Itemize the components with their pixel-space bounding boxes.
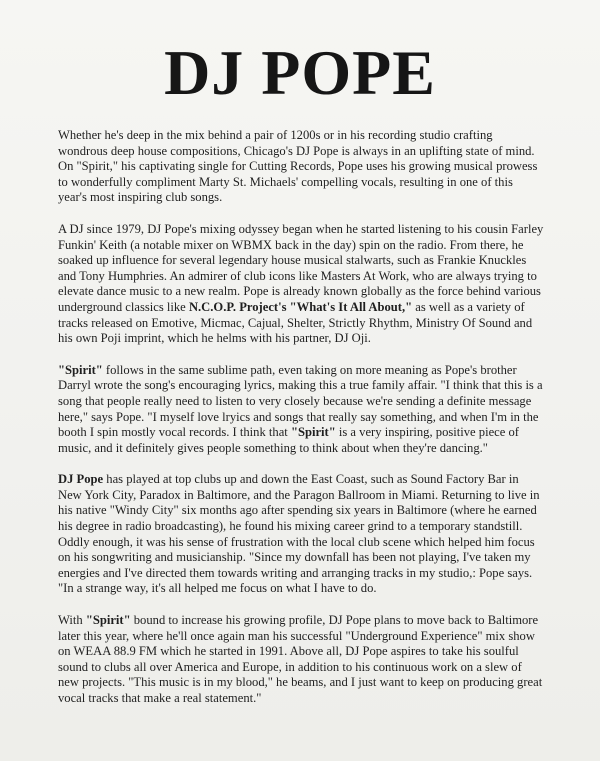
paragraph-clubs-bold: DJ Pope (58, 472, 104, 487)
paragraph-history-text-b: as well as a variety of tracks released on Emotive, Micmac, Cajual, Shelter, Strictly Rhythm, Ministry Of Sound and his own Poji imprint, which he helms with his partner, DJ Oji. (58, 299, 533, 346)
article-body (58, 128, 544, 723)
paragraph-intro-text: Whether he's deep in the mix behind a pair of 1200s or in his recording studio crafting wondrous deep house compositions, Chicago's DJ Pope is always in an uplifting state of mind. On "Spirit," his captivating single for Cutting Records, Pope uses his growing musical prowess to wonderfully compliment Marty St. Michaels' compelling vocals, resulting in one of this year's most inspiring club songs. (58, 128, 538, 205)
paragraph-history-bold: N.C.O.P. Project's "What's It All About," (188, 299, 413, 314)
paragraph-history-text-a: A DJ since 1979, DJ Pope's mixing odyssey began when he started listening to his cousin Farley Funkin' Keith (a notable mixer on WBMX back in the day) spin on the radio. From there, he soaked up influence for several legendary house musical stalwarts, such as Frankie Knuckles and Tony Humphries. An admirer of club icons like Masters At Work, who are always trying to elevate dance music to a new realm. Pope is already known globally as the force behind various underground classics like (58, 221, 544, 314)
paragraph-future-text-a: With (58, 613, 86, 628)
paragraph-spirit-text-a: follows in the same sublime path, even taking on more meaning as Pope's brother Darryl wrote the song's encouraging lyrics, making this a true family affair. "I think that this is a song that people really need to listen to very closely because we're sending a definite message here," says Pope. "I myself love lryics and songs that really say something, and when I'm in the booth I spin mostly vocal records. I think that (58, 362, 543, 440)
paragraph-spirit (58, 363, 544, 457)
paragraph-clubs (58, 472, 544, 597)
paragraph-intro (58, 128, 544, 206)
paragraph-spirit-bold-1: "Spirit" (58, 362, 103, 377)
paragraph-history (58, 222, 544, 347)
paragraph-future (58, 613, 544, 707)
paragraph-future-text-b: bound to increase his growing profile, DJ Pope plans to move back to Baltimore later this year, where he'll once again man his successful "Underground Experience" mix show on WEAA 88.9 FM which he started in 1991. Above all, DJ Pope aspires to take his soulful sound to clubs all over America and Europe, in addition to his continuous work on a slew of new projects. "This music is in my blood," he beams, and I just want to keep on producing great vocal tracks that make a real statement." (58, 613, 543, 705)
paragraph-future-bold: "Spirit" (85, 613, 131, 628)
paragraph-spirit-bold-2: "Spirit" (290, 425, 336, 440)
paragraph-clubs-text: has played at top clubs up and down the East Coast, such as Sound Factory Bar in New York City, Paradox in Baltimore, and the Paragon Ballroom in Miami. Returning to live in his native "Windy City" six months ago after spending six years in Baltimore (where he earned his degree in radio broadcasting), he found his mixing career grind to a temporary standstill. Oddly enough, it was his sense of frustration with the local club scene which helped him focus on his songwriting and musicianship. "Since my downfall has been not playing, I've taken my energies and I've directed them towards writing and arranging tracks in my studio,: Pope says. "In a strange way, it's all helped me focus on what I have to do. (58, 472, 540, 596)
paragraph-spirit-text-b: is a very inspiring, positive piece of music, and it definitely gives people something to think about when they're dancing." (58, 425, 520, 455)
page-title: DJ POPE (164, 37, 436, 108)
